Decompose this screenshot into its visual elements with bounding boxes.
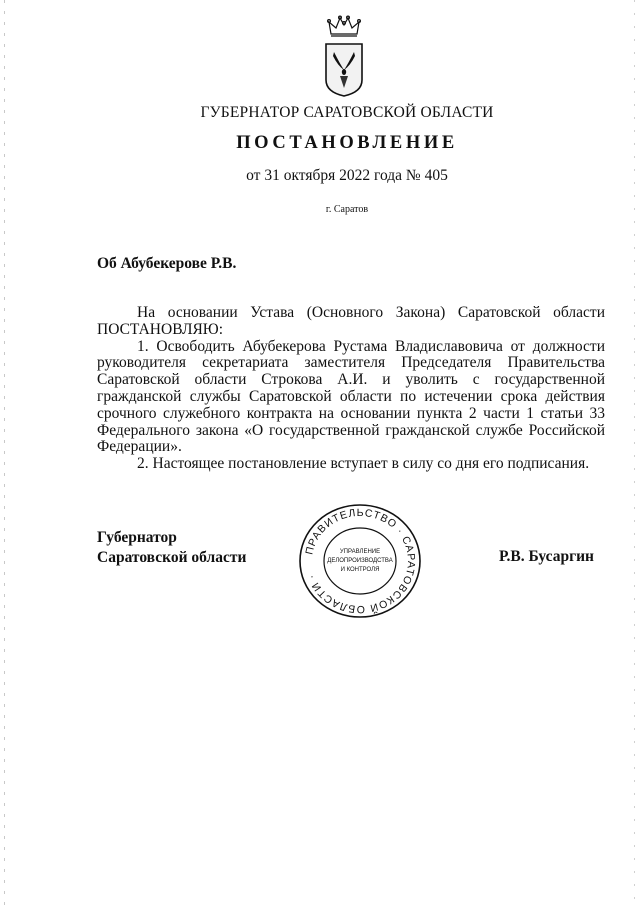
document-body	[97, 305, 605, 473]
document-city: г. Саратов	[325, 204, 369, 215]
clause-2: 2. Настоящее постановление вступает в силу со дня его подписания.	[137, 455, 590, 473]
stamp-ring-text: ПРАВИТЕЛЬСТВО · САРАТОВСКОЙ ОБЛАСТИ ·	[303, 506, 418, 616]
stamp-center-line2: ДЕЛОПРОИЗВОДСТВА	[327, 558, 393, 564]
preamble: На основании Устава (Основного Закона) Саратовской области	[137, 304, 605, 321]
signatory-title	[97, 528, 246, 568]
signatory-name: Р.В. Бусаргин	[499, 548, 594, 565]
coat-of-arms-icon	[321, 14, 367, 98]
stamp-center-line3: И КОНТРОЛЯ	[340, 567, 380, 573]
document-date-number: от 31 октября 2022 года № 405	[246, 167, 448, 184]
signatory-title-line2: Саратовской области	[97, 549, 247, 566]
official-stamp	[296, 502, 424, 620]
signatory-title-line1: Губернатор	[97, 529, 177, 546]
document-type-title: ПОСТАНОВЛЕНИЕ	[236, 133, 458, 153]
decree-word: ПОСТАНОВЛЯЮ:	[97, 320, 224, 338]
issuing-authority: ГУБЕРНАТОР САРАТОВСКОЙ ОБЛАСТИ	[200, 104, 494, 121]
clause-1: 1. Освободить Абубекерова Рустама Владиславовича от должности руководителя секретариата заместителя Председателя Правительства Саратовской области Строкова А.И. и уволить с государственной гражданской службы Саратовской области по истечении срока действия срочного служебного контракта на основании пункта 2 части 1 статьи 33 Федерального закона «О государственной гражданской службе Российской Федерации».	[97, 337, 605, 456]
document-subject: Об Абубекерове Р.В.	[97, 255, 237, 272]
stamp-center-line1: УПРАВЛЕНИЕ	[339, 549, 381, 555]
